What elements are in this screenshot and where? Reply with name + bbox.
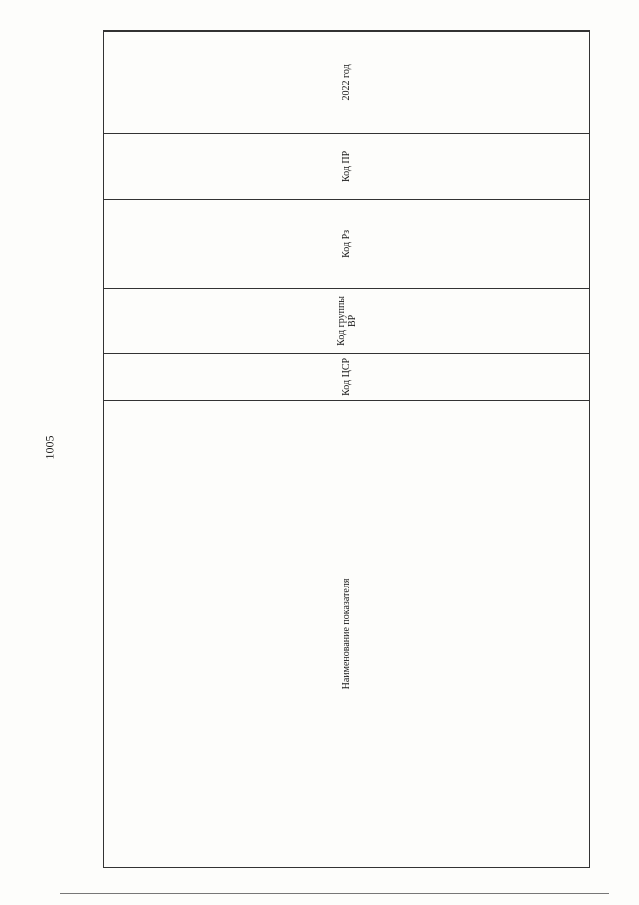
page-number: 1005 [42, 435, 57, 460]
rotated-page [103, 30, 590, 868]
budget-table [103, 30, 590, 868]
header-2022: 2022 год [104, 31, 590, 133]
header-2023 [104, 31, 590, 32]
header-vr: Код группы ВР [104, 288, 590, 353]
table-header-row [104, 31, 590, 868]
page-bottom-rule [60, 893, 609, 894]
header-pr: Код ПР [104, 133, 590, 199]
header-name: Наименование показателя [104, 400, 590, 867]
header-rz: Код Рз [104, 199, 590, 288]
header-csr: Код ЦСР [104, 353, 590, 400]
